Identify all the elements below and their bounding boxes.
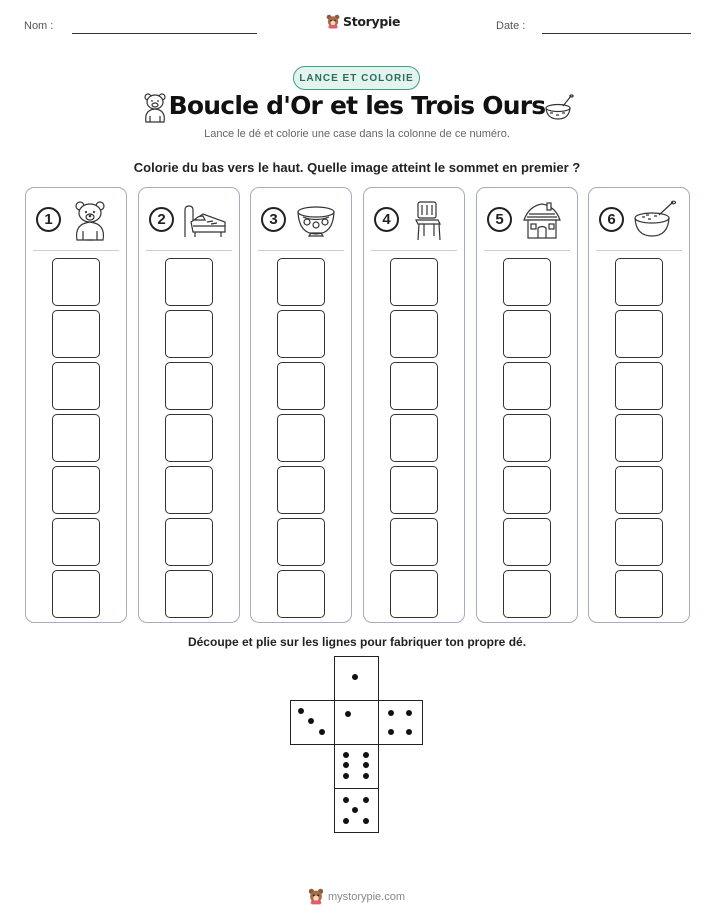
color-box[interactable] (615, 518, 663, 566)
color-box[interactable] (390, 310, 438, 358)
die-pip (308, 718, 314, 724)
column-divider (596, 250, 682, 251)
color-box[interactable] (277, 466, 325, 514)
die-pip (363, 773, 369, 779)
color-box[interactable] (52, 258, 100, 306)
die-face-6 (334, 744, 379, 789)
color-box[interactable] (52, 570, 100, 618)
bear-icon (70, 200, 110, 242)
column-3 (250, 187, 352, 623)
color-box[interactable] (615, 362, 663, 410)
color-box[interactable] (165, 570, 213, 618)
die-pip (345, 711, 351, 717)
color-box[interactable] (390, 466, 438, 514)
column-number: 4 (374, 207, 399, 232)
page-title: Boucle d'Or et les Trois Ours (168, 91, 546, 120)
color-box[interactable] (52, 414, 100, 462)
cut-instruction: Découpe et plie sur les lignes pour fabriquer ton propre dé. (187, 635, 527, 649)
date-line[interactable] (542, 33, 691, 34)
cottage-icon (521, 200, 563, 242)
bowl-icon (295, 200, 337, 242)
die-pip (343, 762, 349, 768)
die-pip (343, 752, 349, 758)
column-number: 3 (261, 207, 286, 232)
die-face-1 (334, 656, 379, 701)
color-box[interactable] (52, 518, 100, 566)
porridge-icon (633, 200, 677, 242)
die-face-1 (334, 700, 379, 745)
die-pip (388, 729, 394, 735)
name-line[interactable] (72, 33, 257, 34)
color-box[interactable] (165, 518, 213, 566)
color-box[interactable] (615, 570, 663, 618)
column-header (36, 200, 116, 240)
column-divider (146, 250, 232, 251)
chair-icon (408, 200, 448, 242)
column-divider (258, 250, 344, 251)
color-box[interactable] (503, 518, 551, 566)
column-5 (476, 187, 578, 623)
die-pip (363, 818, 369, 824)
die-pip (343, 818, 349, 824)
column-header (149, 200, 229, 240)
coloring-instruction: Colorie du bas vers le haut. Quelle image atteint le sommet en premier ? (133, 160, 581, 175)
color-box[interactable] (165, 466, 213, 514)
color-box[interactable] (165, 310, 213, 358)
color-box[interactable] (503, 258, 551, 306)
storypie-bear-icon (326, 14, 340, 29)
die-pip (352, 674, 358, 680)
die-pip (363, 797, 369, 803)
die-pip (298, 708, 304, 714)
color-box[interactable] (277, 362, 325, 410)
column-header (487, 200, 567, 240)
storypie-bear-icon (308, 888, 324, 905)
column-4 (363, 187, 465, 623)
color-box[interactable] (165, 258, 213, 306)
column-6 (588, 187, 690, 623)
color-box[interactable] (165, 414, 213, 462)
column-number: 2 (149, 207, 174, 232)
die-pip (406, 710, 412, 716)
color-box[interactable] (390, 362, 438, 410)
die-pip (363, 752, 369, 758)
column-number: 6 (599, 207, 624, 232)
footer (308, 888, 405, 905)
color-box[interactable] (503, 414, 551, 462)
color-box[interactable] (52, 466, 100, 514)
column-header (599, 200, 679, 240)
color-box[interactable] (390, 258, 438, 306)
color-box[interactable] (390, 570, 438, 618)
column-header (374, 200, 454, 240)
die-pip (406, 729, 412, 735)
column-header (261, 200, 341, 240)
die-face-5 (334, 788, 379, 833)
color-box[interactable] (615, 258, 663, 306)
color-box[interactable] (277, 570, 325, 618)
die-pip (388, 710, 394, 716)
name-label: Nom : (24, 20, 54, 32)
die-pip (352, 807, 358, 813)
column-divider (371, 250, 457, 251)
color-box[interactable] (52, 310, 100, 358)
color-box[interactable] (503, 310, 551, 358)
column-divider (484, 250, 570, 251)
footer-url[interactable]: mystorypie.com (328, 890, 406, 903)
column-1 (25, 187, 127, 623)
column-2 (138, 187, 240, 623)
date-label: Date : (496, 20, 526, 32)
column-number: 5 (487, 207, 512, 232)
color-box[interactable] (615, 310, 663, 358)
die-pip (319, 729, 325, 735)
color-box[interactable] (165, 362, 213, 410)
color-box[interactable] (390, 414, 438, 462)
color-box[interactable] (277, 310, 325, 358)
die-face-3 (290, 700, 335, 745)
die-pip (343, 797, 349, 803)
die-pip (363, 762, 369, 768)
color-box[interactable] (503, 570, 551, 618)
page-subtitle: Lance le dé et colorie une case dans la colonne de ce numéro. (204, 128, 510, 140)
die-pip (343, 773, 349, 779)
column-divider (33, 250, 119, 251)
brand-logo (326, 14, 400, 29)
column-number: 1 (36, 207, 61, 232)
color-box[interactable] (52, 362, 100, 410)
color-box[interactable] (615, 466, 663, 514)
color-box[interactable] (615, 414, 663, 462)
die-face-4 (378, 700, 423, 745)
color-box[interactable] (277, 414, 325, 462)
color-box[interactable] (277, 518, 325, 566)
color-box[interactable] (390, 518, 438, 566)
activity-badge: LANCE ET COLORIE (293, 66, 420, 90)
porridge-bowl-icon (544, 94, 574, 122)
color-box[interactable] (503, 362, 551, 410)
bed-icon (183, 200, 227, 242)
brand-name: Storypie (343, 14, 401, 29)
color-box[interactable] (503, 466, 551, 514)
color-box[interactable] (277, 258, 325, 306)
